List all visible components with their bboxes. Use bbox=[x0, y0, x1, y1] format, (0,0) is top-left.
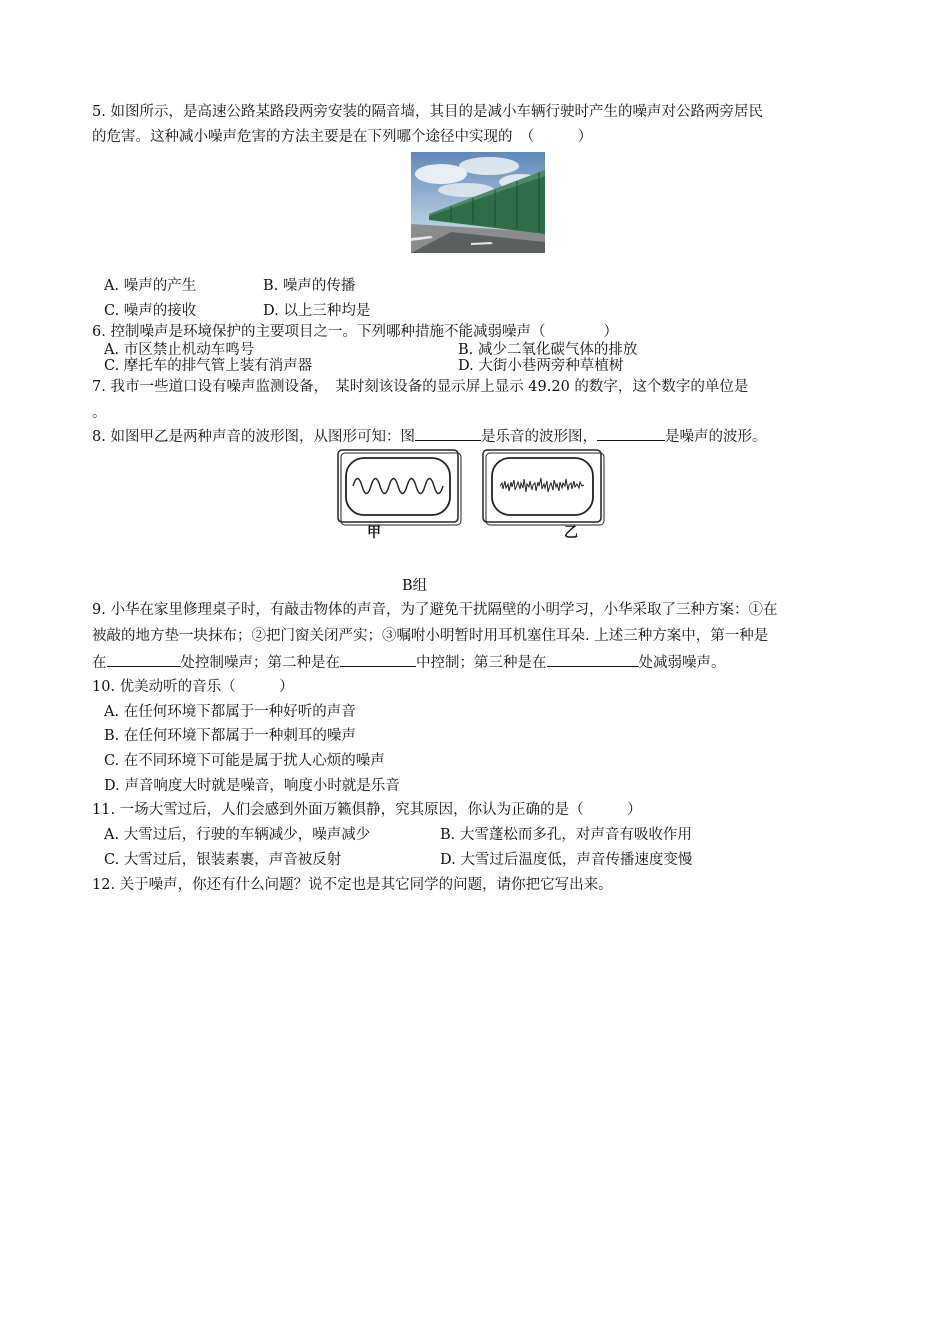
noise-wave-yi bbox=[500, 478, 584, 492]
q10-option-d: D. 声音响度大时就是噪音，响度小时就是乐音 bbox=[104, 778, 400, 794]
q6-option-a: A. 市区禁止机动车鸣号 bbox=[104, 342, 255, 358]
q11-stem: 11. 一场大雪过后，人们会感到外面万籁俱静，究其原因，你认为正确的是（ ） bbox=[92, 802, 642, 818]
waveform-figure bbox=[337, 448, 607, 544]
noise-barrier-photo bbox=[411, 152, 545, 253]
q6-option-b: B. 减少二氧化碳气体的排放 bbox=[458, 342, 638, 358]
q10-option-a: A. 在任何环境下都属于一种好听的声音 bbox=[104, 704, 356, 720]
monitor-yi bbox=[483, 450, 604, 525]
q12-stem: 12. 关于噪声，你还有什么问题？说不定也是其它同学的问题，请你把它写出来。 bbox=[92, 877, 613, 893]
q9-stem-line1: 9. 小华在家里修理桌子时，有敲击物体的声音，为了避免干扰隔壁的小明学习，小华采取了三种方案：①在 bbox=[92, 602, 778, 618]
q9-blank-3[interactable] bbox=[547, 652, 639, 667]
monitor-jia bbox=[338, 450, 461, 525]
q11-option-c: C. 大雪过后，银装素裹，声音被反射 bbox=[104, 852, 342, 868]
q5-option-c: C. 噪声的接收 bbox=[104, 303, 197, 319]
label-jia: 甲 bbox=[367, 525, 381, 541]
q5-stem-line1: 5. 如图所示，是高速公路某路段两旁安装的隔音墙，其目的是减小车辆行驶时产生的噪声对公路两旁居民 bbox=[92, 104, 763, 120]
q6-option-d: D. 大街小巷两旁种草植树 bbox=[458, 358, 624, 374]
q8-text-3: 是噪声的波形。 bbox=[664, 429, 767, 445]
q5-stem-line2: 的危害。这种减小噪声危害的方法主要是在下列哪个途径中实现的 （ ） bbox=[92, 129, 593, 145]
q8-blank-1[interactable] bbox=[415, 426, 481, 441]
q5-option-b: B. 噪声的传播 bbox=[263, 278, 356, 294]
q8-blank-2[interactable] bbox=[597, 426, 665, 441]
q6-stem: 6. 控制噪声是环境保护的主要项目之一。下列哪种措施不能减弱噪声（ ） bbox=[92, 324, 618, 340]
q8-text-2: 是乐音的波形图， bbox=[480, 429, 597, 445]
q7-stem-line2: 。 bbox=[92, 405, 107, 421]
q11-option-b: B. 大雪蓬松而多孔，对声音有吸收作用 bbox=[440, 827, 692, 843]
q8-text-1: 8. 如图甲乙是两种声音的波形图，从图形可知：图 bbox=[92, 429, 415, 445]
q5-option-a: A. 噪声的产生 bbox=[104, 278, 197, 294]
q10-option-c: C. 在不同环境下可能是属于扰人心烦的噪声 bbox=[104, 753, 385, 769]
sine-wave-jia bbox=[353, 479, 443, 494]
q9-stem-line3 bbox=[92, 652, 726, 673]
q9-text-d: 处减弱噪声。 bbox=[638, 655, 726, 671]
q9-blank-1[interactable] bbox=[107, 652, 181, 667]
q6-option-c: C. 摩托车的排气管上装有消声器 bbox=[104, 358, 313, 374]
q9-text-c: 中控制；第三种是在 bbox=[416, 655, 547, 671]
label-yi: 乙 bbox=[564, 525, 578, 541]
q7-stem-line1: 7. 我市一些道口设有噪声监测设备， 某时刻该设备的显示屏上显示 49.20 的数字，这个数字的单位是 bbox=[92, 379, 749, 395]
q5-option-d: D. 以上三种均是 bbox=[263, 303, 371, 319]
q8-stem bbox=[92, 426, 766, 447]
q10-stem: 10. 优美动听的音乐（ ） bbox=[92, 679, 294, 695]
q11-option-d: D. 大雪过后温度低，声音传播速度变慢 bbox=[440, 852, 693, 868]
q9-blank-2[interactable] bbox=[340, 652, 416, 667]
q10-option-b: B. 在任何环境下都属于一种刺耳的噪声 bbox=[104, 728, 356, 744]
q11-option-a: A. 大雪过后，行驶的车辆减少，噪声减少 bbox=[104, 827, 371, 843]
q9-text-b: 处控制噪声；第二种是在 bbox=[180, 655, 340, 671]
q9-text-a: 在 bbox=[92, 655, 107, 671]
q9-stem-line2: 被敲的地方垫一块抹布；②把门窗关闭严实；③嘱咐小明暂时用耳机塞住耳朵. 上述三种方案中，第一种是 bbox=[92, 628, 769, 644]
group-b-heading: B组 bbox=[402, 578, 428, 594]
